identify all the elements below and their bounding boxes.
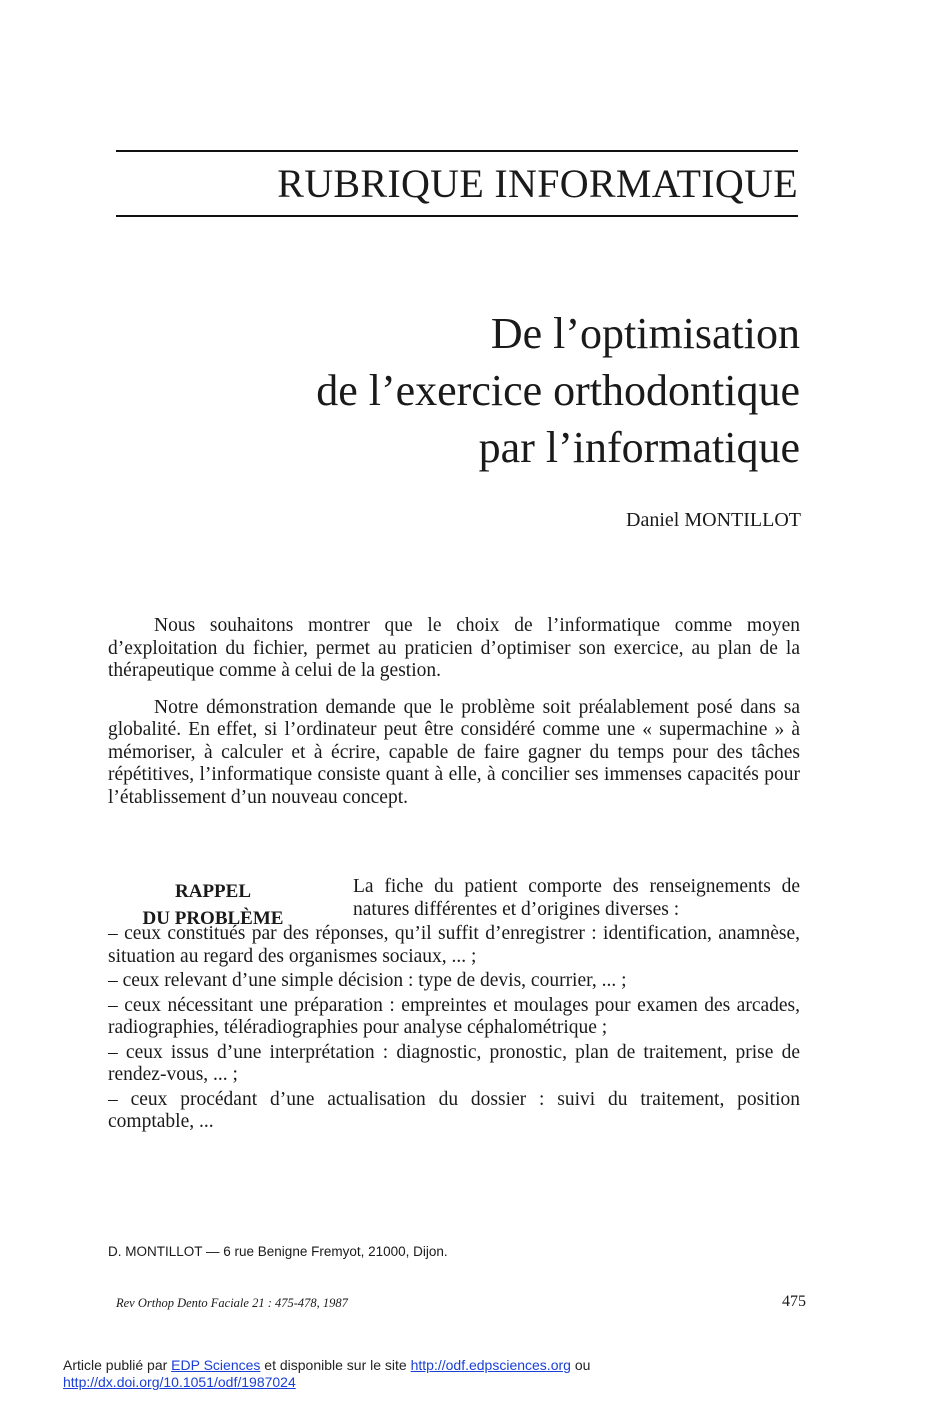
publisher-notice — [63, 1357, 903, 1391]
section-heading-line: DU PROBLÈME — [142, 908, 284, 929]
site-link[interactable]: http://odf.edpsciences.org — [410, 1357, 571, 1373]
heading-spacer — [108, 876, 353, 922]
doi-link[interactable]: http://dx.doi.org/10.1051/odf/1987024 — [63, 1374, 296, 1390]
introduction — [108, 615, 800, 809]
list-item: – ceux nécessitant une préparation : empreintes et moulages pour examen des arcades, radiographies, téléradiographies pour analyse céphalométrique ; — [108, 994, 800, 1038]
list-item: – ceux procédant d’une actualisation du dossier : suivi du traitement, position comptable, ... — [108, 1088, 800, 1132]
intro-paragraph: Notre démonstration demande que le problème soit préalablement posé dans sa globalité. En effet, si l’ordinateur peut être considéré comme une « supermachine » à mémoriser, à calculer et à écrire, capable de faire gagner du temps pour des tâches répétitives, l’informatique consiste quant à elle, à concilier ses immenses capacités pour l’établissement d’un nouveau concept. — [108, 696, 800, 808]
header-rule-top — [116, 150, 798, 152]
list-item: – ceux constitués par des réponses, qu’il suffit d’enregistrer : identification, anamnèse, situation au regard des organismes sociaux, ... ; — [108, 923, 800, 967]
author-address-footnote: D. MONTILLOT — 6 rue Benigne Fremyot, 21000, Dijon. — [108, 1244, 448, 1259]
notice-middle: et disponible sur le site — [260, 1357, 411, 1373]
notice-prefix: Article publié par — [63, 1357, 172, 1373]
section-body — [108, 876, 800, 1136]
header-rule-bottom — [116, 215, 798, 217]
intro-paragraph: Nous souhaitons montrer que le choix de l’informatique comme moyen d’exploitation du fichier, permet au praticien d’optimiser son exercice, au plan de la thérapeutique comme à celui de la gestion. — [108, 615, 800, 681]
section-lead: La fiche du patient comporte des renseignements de natures différentes et d’origines diverses : — [353, 876, 800, 920]
publisher-link[interactable]: EDP Sciences — [171, 1357, 261, 1373]
section-heading-line: RAPPEL — [175, 881, 251, 902]
article-title-line: De l’optimisation — [490, 309, 800, 358]
author-name: Daniel MONTILLOT — [626, 509, 801, 531]
notice-suffix: ou — [570, 1357, 591, 1373]
article-title-line: par l’informatique — [478, 423, 800, 472]
article-title-line: de l’exercice orthodontique — [316, 366, 800, 415]
list-item: – ceux issus d’une interprétation : diagnostic, pronostic, plan de traitement, prise de rendez-vous, ... ; — [108, 1041, 800, 1085]
list-item: – ceux relevant d’une simple décision : type de devis, courrier, ... ; — [108, 970, 627, 991]
section-title: RUBRIQUE INFORMATIQUE — [277, 161, 798, 206]
journal-reference: Rev Orthop Dento Faciale 21 : 475-478, 1987 — [116, 1296, 348, 1310]
page-number: 475 — [782, 1293, 806, 1310]
article-title — [116, 305, 800, 476]
